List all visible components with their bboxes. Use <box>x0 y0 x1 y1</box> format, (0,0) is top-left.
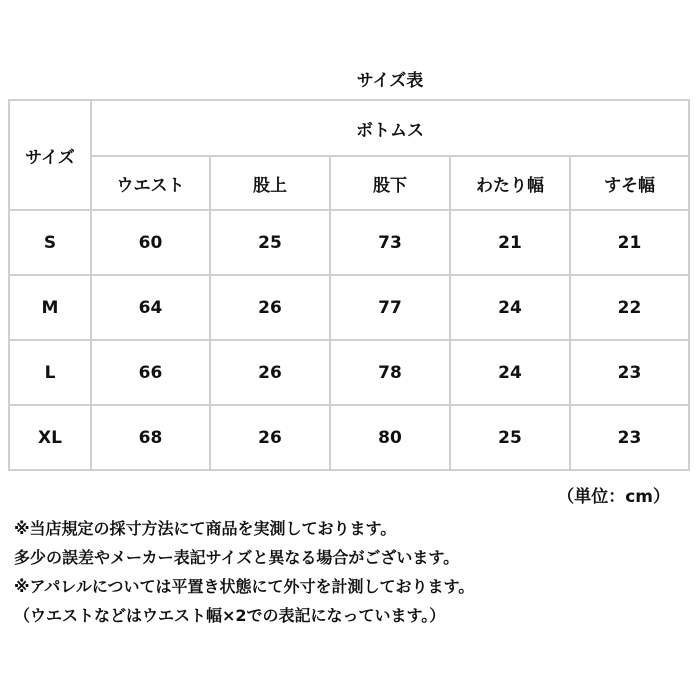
column-header: 股上 <box>210 156 330 210</box>
table-cell: 26 <box>210 405 330 470</box>
table-cell: 21 <box>450 210 570 275</box>
table-cell: 26 <box>210 275 330 340</box>
unit-label: （単位：cm） <box>557 487 670 507</box>
table-cell: 23 <box>570 405 689 470</box>
note-line: 多少の誤差やメーカー表記サイズと異なる場合がございます。 <box>14 548 460 567</box>
table-row <box>9 340 689 405</box>
column-header: ウエスト <box>91 156 210 210</box>
table-cell: 24 <box>450 340 570 405</box>
table-cell: 77 <box>330 275 450 340</box>
column-header: 股下 <box>330 156 450 210</box>
table-cell: 25 <box>450 405 570 470</box>
table-cell: 68 <box>91 405 210 470</box>
table-header-row <box>9 100 689 156</box>
table-cell: 22 <box>570 275 689 340</box>
table-cell: 64 <box>91 275 210 340</box>
table-cell: 21 <box>570 210 689 275</box>
size-label: L <box>9 340 91 405</box>
table-cell: 25 <box>210 210 330 275</box>
table-cell: 66 <box>91 340 210 405</box>
table-cell: 73 <box>330 210 450 275</box>
notes <box>14 514 684 630</box>
size-label: S <box>9 210 91 275</box>
page-title: サイズ表 <box>356 71 424 91</box>
table-cell: 26 <box>210 340 330 405</box>
size-table <box>8 99 690 471</box>
table-cell: 78 <box>330 340 450 405</box>
column-header: すそ幅 <box>570 156 689 210</box>
note-line: （ウエストなどはウエスト幅×2での表記になっています。） <box>14 606 446 625</box>
size-label: XL <box>9 405 91 470</box>
table-cell: 60 <box>91 210 210 275</box>
table-cell: 23 <box>570 340 689 405</box>
size-label: M <box>9 275 91 340</box>
table-row <box>9 405 689 470</box>
size-header: サイズ <box>9 100 91 210</box>
note-line: ※当店規定の採寸方法にて商品を実測しております。 <box>14 519 397 538</box>
table-cell: 24 <box>450 275 570 340</box>
table-row <box>9 210 689 275</box>
group-header-bottoms: ボトムス <box>91 100 689 156</box>
table-cell: 80 <box>330 405 450 470</box>
table-row <box>9 275 689 340</box>
column-header: わたり幅 <box>450 156 570 210</box>
column-header-row <box>9 156 689 210</box>
note-line: ※アパレルについては平置き状態にて外寸を計測しております。 <box>14 577 475 596</box>
